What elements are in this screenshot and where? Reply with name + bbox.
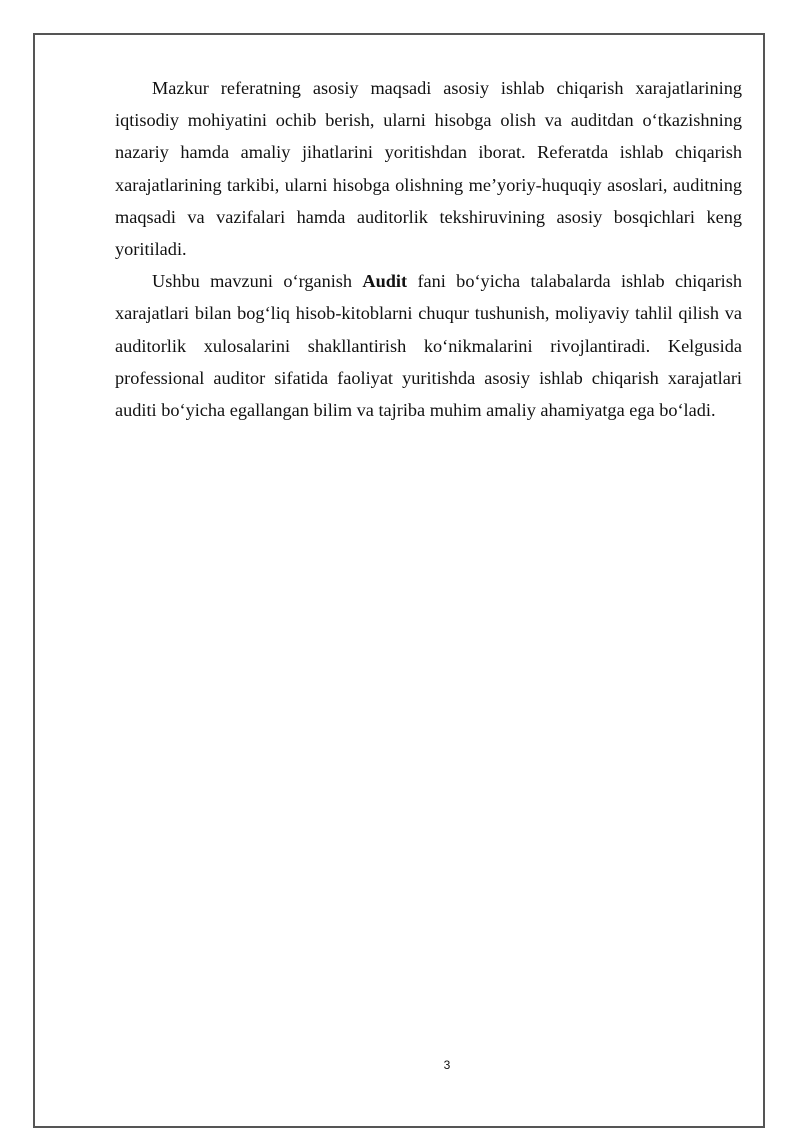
document-body <box>115 72 742 426</box>
paragraph-text-start: Ushbu mavzuni o‘rganish <box>152 271 363 292</box>
subject-name-bold: Audit <box>362 271 408 292</box>
paragraph-intro: Mazkur referatning asosiy maqsadi asosiy ishlab chiqarish xarajatlarining iqtisodiy mohiyatini ochib berish, ularni hisobga olish va auditdan o‘tkazishning nazariy hamda amaliy jihatlarini yoritishdan iborat. Referatda ishlab chiqarish xarajatlarining tarkibi, ularni hisobga olishning me’yoriy-huquqiy asoslari, auditning maqsadi va vazifalari hamda auditorlik tekshiruvining asosiy bosqichlari keng yoritiladi. <box>115 78 742 260</box>
page-number: 3 <box>443 1058 451 1072</box>
paragraph-text-end: fani bo‘yicha talabalarda ishlab chiqarish xarajatlari bilan bog‘liq hisob-kitoblarni chuqur tushunish, moliyaviy tahlil qilish va auditorlik xulosalarini shakllantirish ko‘nikmalarini rivojlantiradi. Kelgusida professional auditor sifatida faoliyat yuritishda asosiy ishlab chiqarish xarajatlari auditi bo‘yicha egallangan bilim va tajriba muhim amaliy ahamiyatga ega bo‘ladi. <box>115 271 742 421</box>
paragraph-significance <box>115 265 742 426</box>
